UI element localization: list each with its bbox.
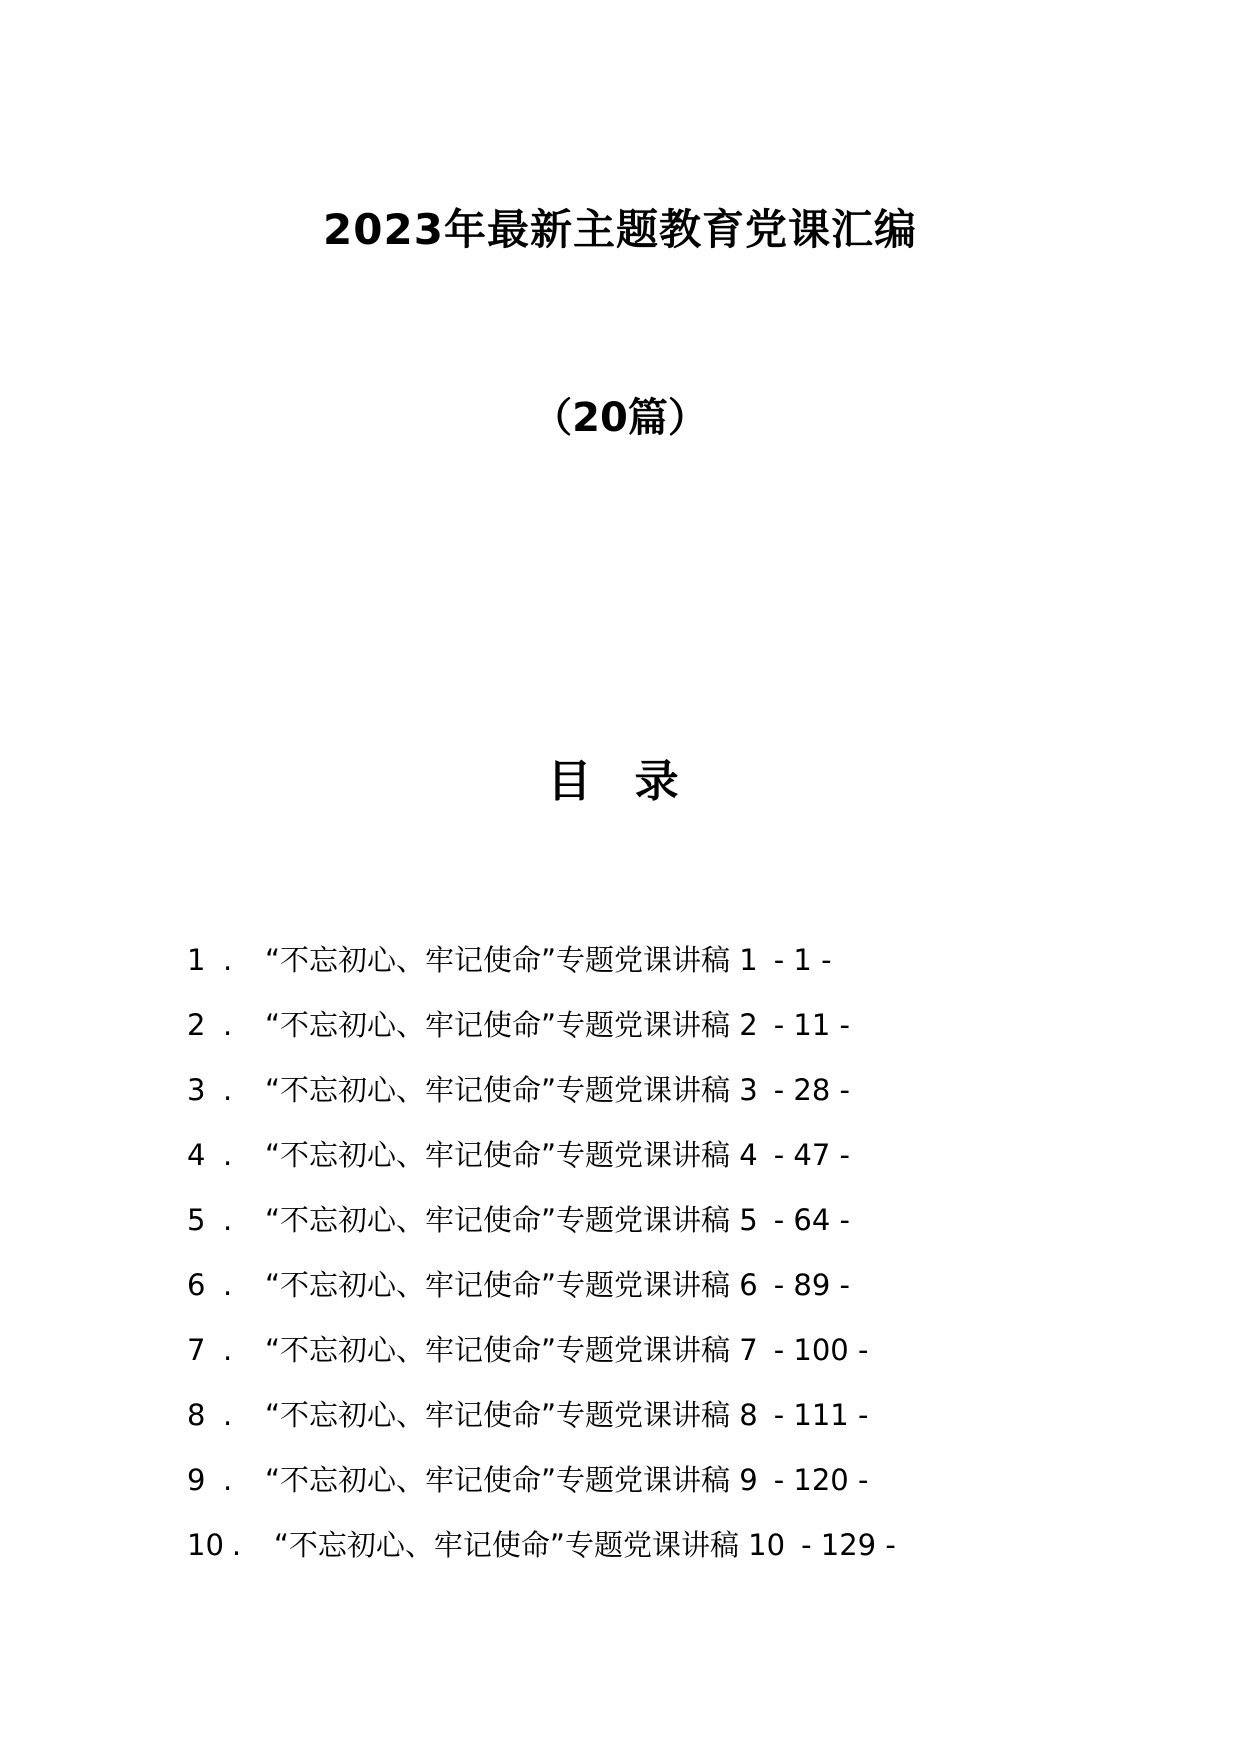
table-of-contents	[187, 940, 896, 1590]
toc-item-separator: .	[223, 1268, 233, 1302]
toc-item-title: “不忘初心、牢记使命”专题党课讲稿 10	[273, 1528, 786, 1562]
toc-item-title: “不忘初心、牢记使命”专题党课讲稿 6	[265, 1268, 758, 1302]
toc-item-number: 6	[187, 1268, 206, 1302]
toc-item-page: - 111 -	[773, 1398, 869, 1432]
toc-item-number: 2	[187, 1008, 206, 1042]
toc-item-page: - 47 -	[773, 1138, 850, 1172]
toc-item-title: “不忘初心、牢记使命”专题党课讲稿 9	[265, 1463, 758, 1497]
toc-item-6[interactable]	[187, 1265, 896, 1330]
document-subtitle: （20篇）	[532, 395, 708, 441]
toc-item-4[interactable]	[187, 1135, 896, 1200]
toc-item-number: 3	[187, 1073, 206, 1107]
toc-item-title: “不忘初心、牢记使命”专题党课讲稿 3	[265, 1073, 758, 1107]
toc-item-separator: .	[223, 943, 233, 977]
toc-item-page: - 28 -	[773, 1073, 850, 1107]
toc-item-page: - 129 -	[801, 1528, 896, 1562]
toc-item-separator: .	[223, 1203, 233, 1237]
toc-item-separator: .	[223, 1073, 233, 1107]
toc-item-10[interactable]	[187, 1525, 896, 1590]
toc-item-title: “不忘初心、牢记使命”专题党课讲稿 4	[265, 1138, 758, 1172]
toc-item-number: 9	[187, 1463, 206, 1497]
toc-item-page: - 100 -	[773, 1333, 869, 1367]
toc-item-title: “不忘初心、牢记使命”专题党课讲稿 7	[265, 1333, 758, 1367]
toc-item-number: 1	[187, 943, 206, 977]
toc-item-title: “不忘初心、牢记使命”专题党课讲稿 5	[265, 1203, 758, 1237]
toc-item-number: 8	[187, 1398, 206, 1432]
toc-item-separator: .	[223, 1008, 233, 1042]
toc-item-3[interactable]	[187, 1070, 896, 1135]
toc-item-page: - 64 -	[773, 1203, 850, 1237]
toc-item-number: 4	[187, 1138, 206, 1172]
toc-item-separator: .	[223, 1333, 233, 1367]
toc-item-1[interactable]	[187, 940, 896, 1005]
toc-item-page: - 120 -	[773, 1463, 869, 1497]
toc-item-number: 5	[187, 1203, 206, 1237]
toc-item-separator: .	[223, 1463, 233, 1497]
toc-item-7[interactable]	[187, 1330, 896, 1395]
toc-item-number: 10	[187, 1528, 224, 1562]
toc-item-separator: .	[223, 1138, 233, 1172]
toc-heading: 目 录	[547, 756, 693, 807]
toc-item-separator: .	[231, 1528, 242, 1562]
toc-item-page: - 11 -	[773, 1008, 850, 1042]
toc-item-page: - 89 -	[773, 1268, 850, 1302]
toc-item-separator: .	[223, 1398, 233, 1432]
toc-item-title: “不忘初心、牢记使命”专题党课讲稿 8	[265, 1398, 758, 1432]
toc-item-page: - 1 -	[773, 943, 832, 977]
toc-item-8[interactable]	[187, 1395, 896, 1460]
toc-item-title: “不忘初心、牢记使命”专题党课讲稿 1	[265, 943, 758, 977]
toc-item-2[interactable]	[187, 1005, 896, 1070]
toc-item-9[interactable]	[187, 1460, 896, 1525]
document-title: 2023年最新主题教育党课汇编	[323, 205, 917, 254]
toc-item-5[interactable]	[187, 1200, 896, 1265]
toc-item-number: 7	[187, 1333, 206, 1367]
toc-item-title: “不忘初心、牢记使命”专题党课讲稿 2	[265, 1008, 758, 1042]
